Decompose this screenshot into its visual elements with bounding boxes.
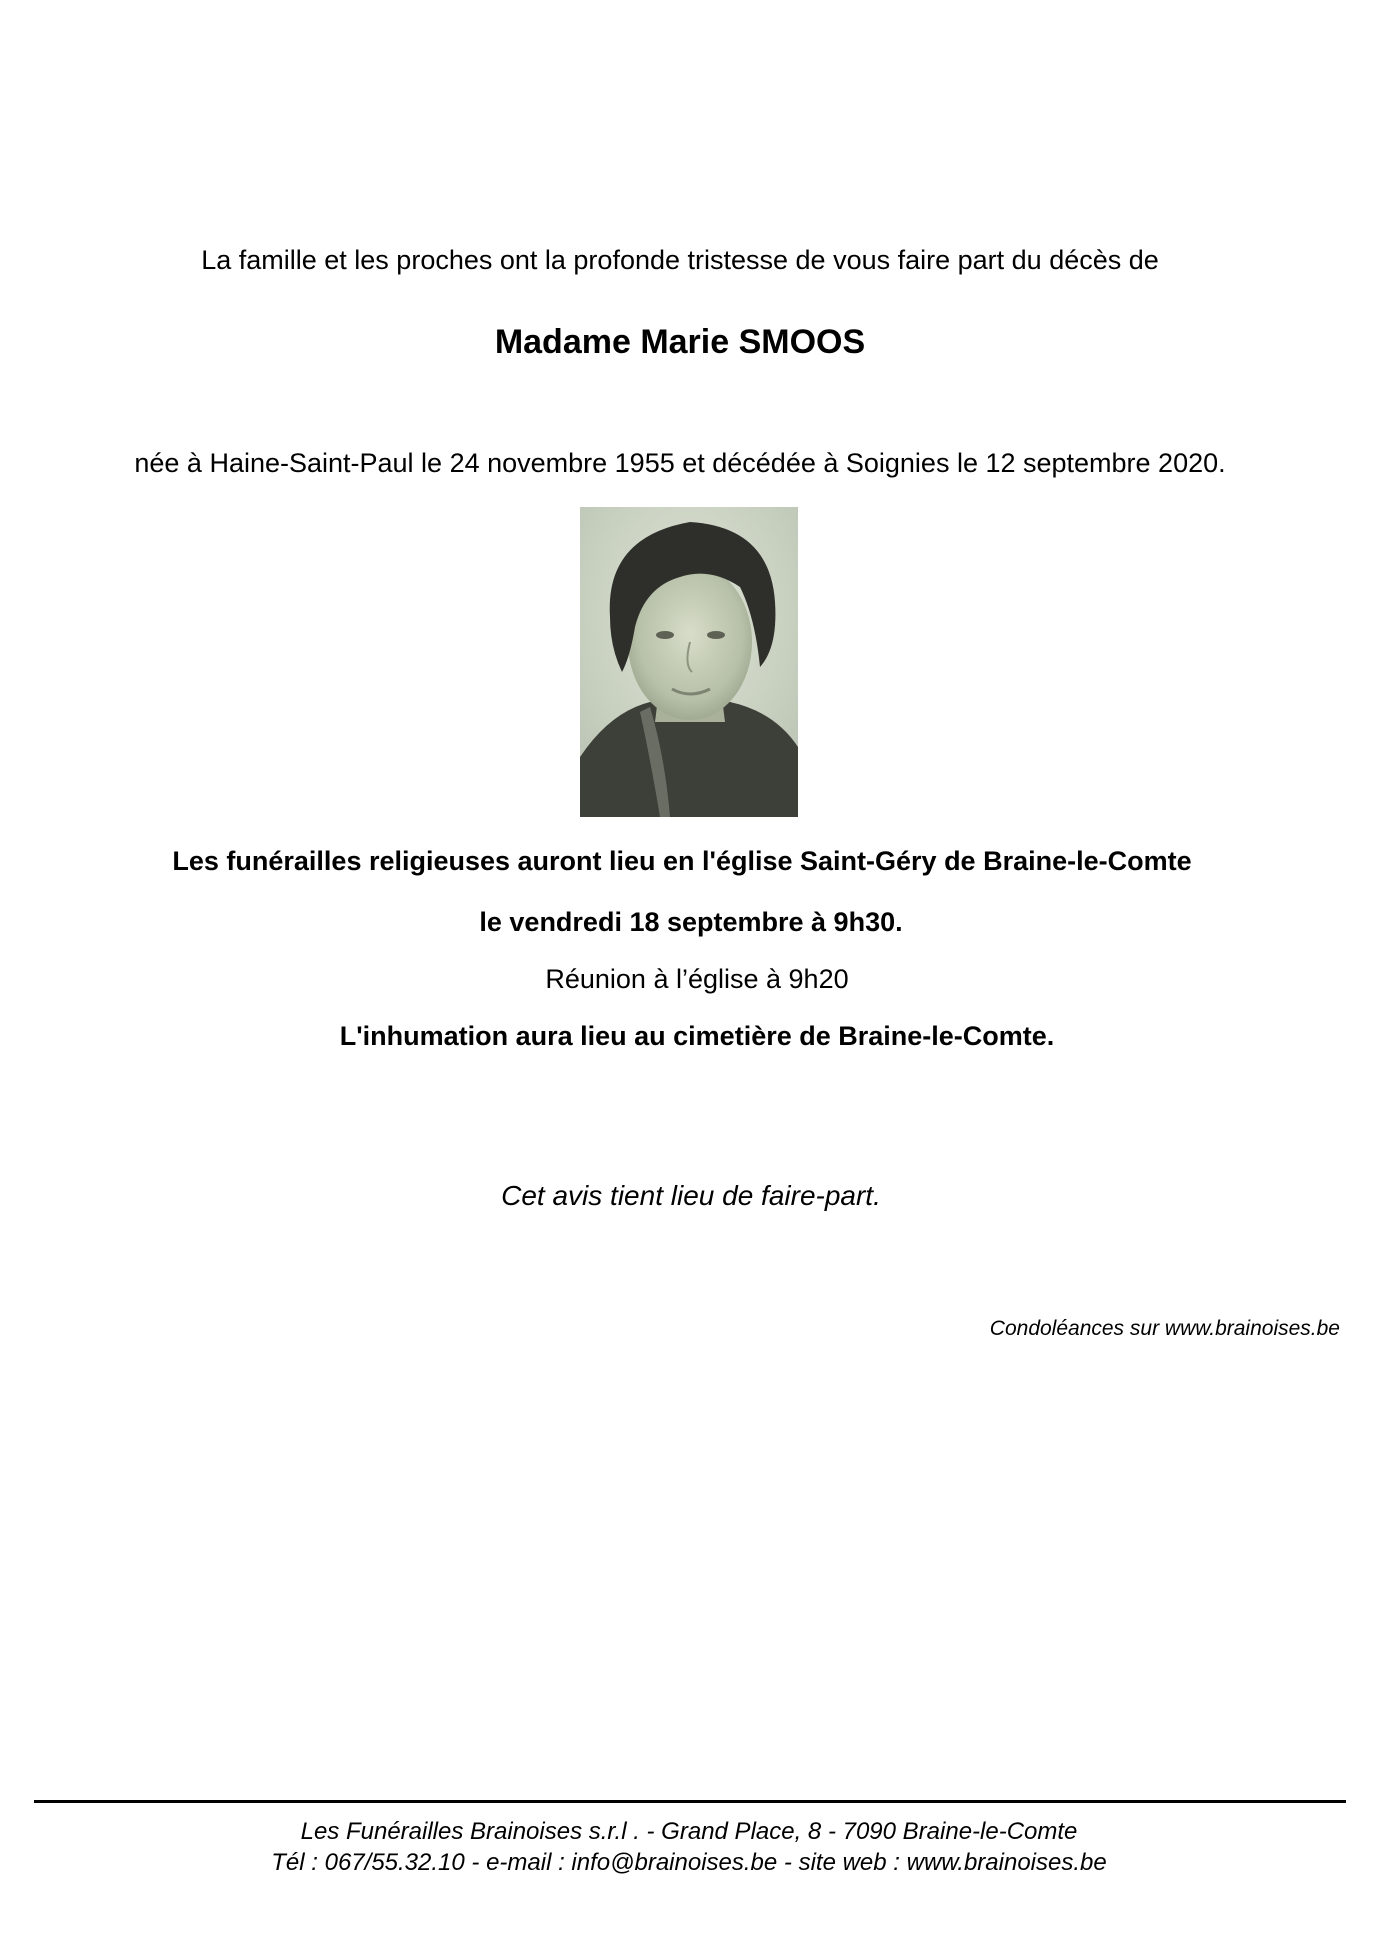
funeral-date-text: le vendredi 18 septembre à 9h30. xyxy=(479,907,903,937)
notice-text: Cet avis tient lieu de faire-part. xyxy=(501,1180,881,1211)
portrait-photo xyxy=(580,507,798,817)
footer-divider xyxy=(34,1800,1346,1803)
footer-address: Les Funérailles Brainoises s.r.l . - Grand Place, 8 - 7090 Braine-le-Comte xyxy=(300,1818,1078,1845)
meeting-text: Réunion à l’église à 9h20 xyxy=(545,964,849,994)
intro-text: La famille et les proches ont la profonde tristesse de vous faire part du décès de xyxy=(201,245,1159,275)
condolences-text: Condoléances sur www.brainoises.be xyxy=(989,1317,1340,1340)
birth-death-text: née à Haine-Saint-Paul le 24 novembre 1955 et décédée à Soignies le 12 septembre 2020. xyxy=(134,448,1226,478)
funeral-text: Les funérailles religieuses auront lieu en l'église Saint-Géry de Braine-le-Comte xyxy=(172,846,1192,876)
burial-text: L'inhumation aura lieu au cimetière de Braine-le-Comte. xyxy=(339,1021,1055,1051)
deceased-name: Madame Marie SMOOS xyxy=(494,323,866,361)
footer-contact: Tél : 067/55.32.10 - e-mail : info@brainoises.be - site web : www.brainoises.be xyxy=(271,1849,1107,1876)
